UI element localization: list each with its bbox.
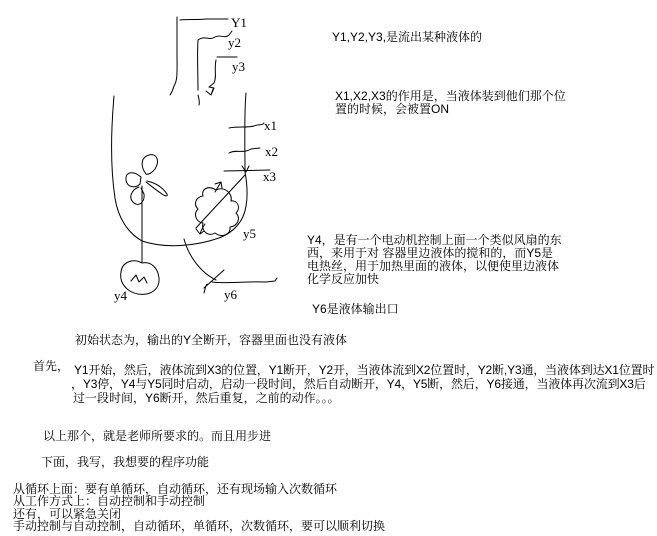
note-outlets: Y1,Y2,Y3,是流出某种液体的	[332, 30, 483, 44]
sensor-pole	[245, 93, 246, 172]
label-y2: y2	[228, 35, 241, 50]
teacher-note: 以上那个，就是老师所要求的。而且用步进	[43, 429, 272, 443]
label-x1: x1	[264, 118, 277, 133]
pipe-y2	[198, 31, 232, 105]
sensor-tick-x1	[229, 123, 264, 128]
program-intro: 下面，我写，我想要的程序功能	[41, 455, 210, 469]
note-mixer-line2: 西，来用于对 容器里边液体的搅和的，而Y5是	[307, 246, 554, 260]
label-x2: x2	[265, 144, 278, 159]
label-y1: Y1	[231, 15, 247, 30]
tank-sketch	[0, 0, 330, 330]
label-x3: x3	[263, 169, 276, 184]
stirrer-icon	[126, 155, 167, 205]
requirement-line2: 从工作方式上：自动控制和手动控制	[13, 494, 206, 508]
first-label: 首先，	[33, 359, 70, 373]
note-sensors-line1: X1,X2,X3的作用是，当液体装到他们那个位	[335, 89, 566, 103]
sequence-line3: 过一段时间，Y6断开，然后重复，之前的动作。。。	[73, 391, 340, 405]
label-y4: y4	[114, 288, 127, 303]
label-y3: y3	[232, 59, 245, 74]
note-outlet-y6: Y6是液体输出口	[312, 302, 399, 316]
requirement-line3: 还有，可以紧急关闭	[13, 507, 122, 521]
initial-state-line: 初始状态为，输出的Y全断开，容器里面也没有液体	[75, 333, 348, 347]
note-mixer-line3: 电热丝，用于加热里面的液体，以便使里边液体	[307, 259, 560, 273]
label-y6: y6	[224, 287, 237, 302]
pipe-y1	[170, 17, 228, 95]
outlet-pipe	[184, 239, 277, 293]
sequence-line1: Y1开始，然后，液体流到X3的位置，Y1断开，Y2开，当液体流到X2位置时，Y2断,Y3通，当液体到达X1位置时	[74, 363, 655, 377]
requirement-line1: 从循环上面：要有单循环，自动循环，还有现场输入次数循环	[13, 482, 338, 496]
heater-arrow-down	[196, 224, 205, 234]
label-y5: y5	[243, 226, 256, 241]
note-sensors-line2: 置的时候，会被置ON	[335, 102, 450, 116]
heater-arrow-up	[215, 182, 222, 192]
note-mixer-line4: 化学反应加快	[307, 272, 380, 286]
note-mixer-line1: Y4，是有一个电动机控制上面一个类似风扇的东	[307, 233, 562, 247]
sequence-line2: ，Y3停，Y4与Y5同时启动，启动一段时间，然后自动断开，Y4，Y5断，然后，Y6接通，当液体再次流到X3后	[71, 377, 646, 391]
requirement-line4: 手动控制与自动控制，自动循环，单循环，次数循环，要可以顺利切换	[13, 519, 386, 533]
